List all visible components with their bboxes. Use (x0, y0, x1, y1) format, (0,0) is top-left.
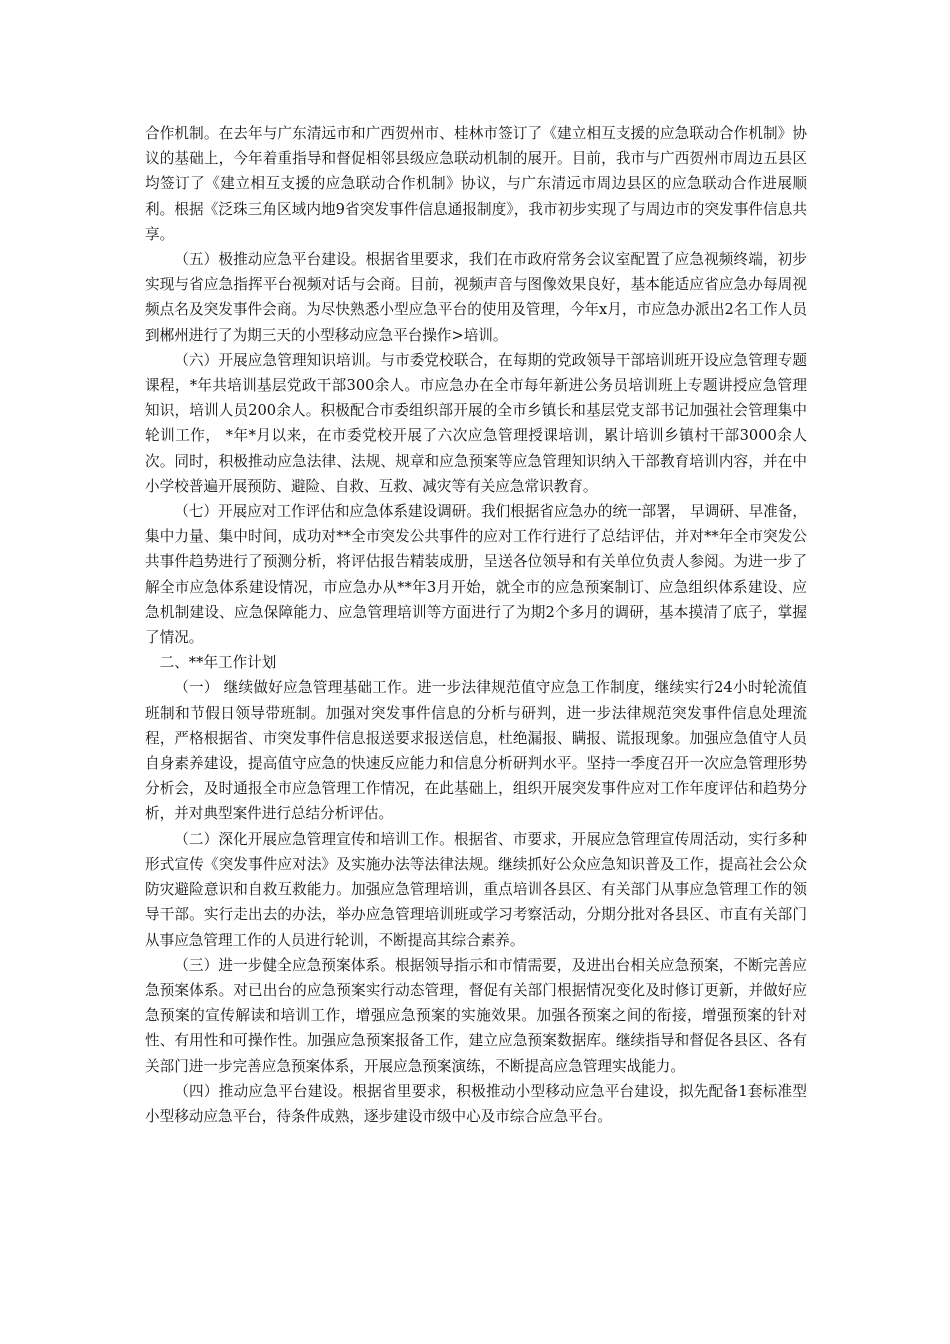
paragraph-plan-2-publicity: （二）深化开展应急管理宣传和培训工作。根据省、市要求，开展应急管理宣传周活动，实行多种形式宣传《突发事件应对法》及实施办法等法律法规。继续抓好公众应急知识普及工作，提高社会公众防灾避险意识和自救互救能力。加强应急管理培训，重点培训各县区、有关部门从事应急管理工作的领导干部。实行走出去的办法，举办应急管理培训班或学习考察活动，分期分批对各县区、市直有关部门从事应急管理工作的人员进行轮训，不断提高其综合素养。 (145, 830, 807, 949)
paragraph-item-7-evaluation: （七）开展应对工作评估和应急体系建设调研。我们根据省应急办的统一部署， 早调研、早准备，集中力量、集中时间，成功对**全市突发公共事件的应对工作行进行了总结评估，并对**年全市突发公共事件趋势进行了预测分析，将评估报告精装成册，呈送各位领导和有关单位负责人参阅。为进一步了解全市应急体系建设情况，市应急办从**年3月开始，就全市的应急预案制订、应急组织体系建设、应急机制建设、应急保障能力、应急管理培训等方面进行了为期2个多月的调研，基本摸清了底子，掌握了情况。 (145, 503, 807, 647)
paragraph-item-5-platform: （五）极推动应急平台建设。根据省里要求，我们在市政府常务会议室配置了应急视频终端，初步实现与省应急指挥平台视频对话与会商。目前，视频声音与图像效果良好，基本能适应省应急办每周视频点名及突发事件会商。为尽快熟悉小型应急平台的使用及管理，今年x月，市应急办派出2名工作人员到郴州进行了为期三天的小型移动应急平台操作>培训。 (145, 251, 807, 344)
paragraph-plan-1-basic-work: （一） 继续做好应急管理基础工作。进一步法律规范值守应急工作制度，继续实行24小时轮流值班制和节假日领导带班制。加强对突发事件信息的分析与研判，进一步法律规范突发事件信息处理流程，严格根据省、市突发事件信息报送要求报送信息，杜绝漏报、瞒报、谎报现象。加强应急值守人员自身素养建设，提高值守应急的快速反应能力和信息分析研判水平。坚持一季度召开一次应急管理形势分析会，及时通报全市应急管理工作情况，在此基础上，组织开展突发事件应对工作年度评估和趋势分析，并对典型案件进行总结分析评估。 (145, 679, 807, 823)
paragraph-intro-continuation: 合作机制。在去年与广东清远市和广西贺州市、桂林市签订了《建立相互支援的应急联动合作机制》协议的基础上，今年着重指导和督促相邻县级应急联动机制的展开。目前，我市与广西贺州市周边五县区均签订了《建立相互支援的应急联动合作机制》协议，与广东清远市周边县区的应急联动合作进展顺利。根据《泛珠三角区域内地9省突发事件信息通报制度》，我市初步实现了与周边市的突发事件信息共享。 (145, 125, 807, 243)
paragraph-plan-3-preplans: （三）进一步健全应急预案体系。根据领导指示和市情需要，及进出台相关应急预案，不断完善应急预案体系。对已出台的应急预案实行动态管理，督促有关部门根据情况变化及时修订更新，并做好应急预案的宣传解读和培训工作，增强应急预案的实施效果。加强各预案之间的衔接，增强预案的针对性、有用性和可操作性。加强应急预案报备工作，建立应急预案数据库。继续指导和督促各县区、各有关部门进一步完善应急预案体系，开展应急预案演练，不断提高应急管理实战能力。 (145, 956, 807, 1075)
paragraph-item-6-training: （六）开展应急管理知识培训。与市委党校联合，在每期的党政领导干部培训班开设应急管理专题课程，*年共培训基层党政干部300余人。市应急办在全市每年新进公务员培训班上专题讲授应急管理知识，培训人员200余人。积极配合市委组织部开展的全市乡镇长和基层党支部书记加强社会管理集中轮训工作， *年*月以来，在市委党校开展了六次应急管理授课培训，累计培训乡镇村干部3000余人次。同时，积极推动应急法律、法规、规章和应急预案等应急管理知识纳入干部教育培训内容，并在中小学校普遍开展预防、避险、自救、互救、减灾等有关应急常识教育。 (145, 351, 807, 495)
document-body (145, 121, 807, 1129)
section-heading-work-plan: 二、**年工作计划 (159, 654, 277, 672)
paragraph-plan-4-platform: （四）推动应急平台建设。根据省里要求，积极推动小型移动应急平台建设，拟先配备1套标准型小型移动应急平台，待条件成熟，逐步建设市级中心及市综合应急平台。 (145, 1082, 807, 1125)
